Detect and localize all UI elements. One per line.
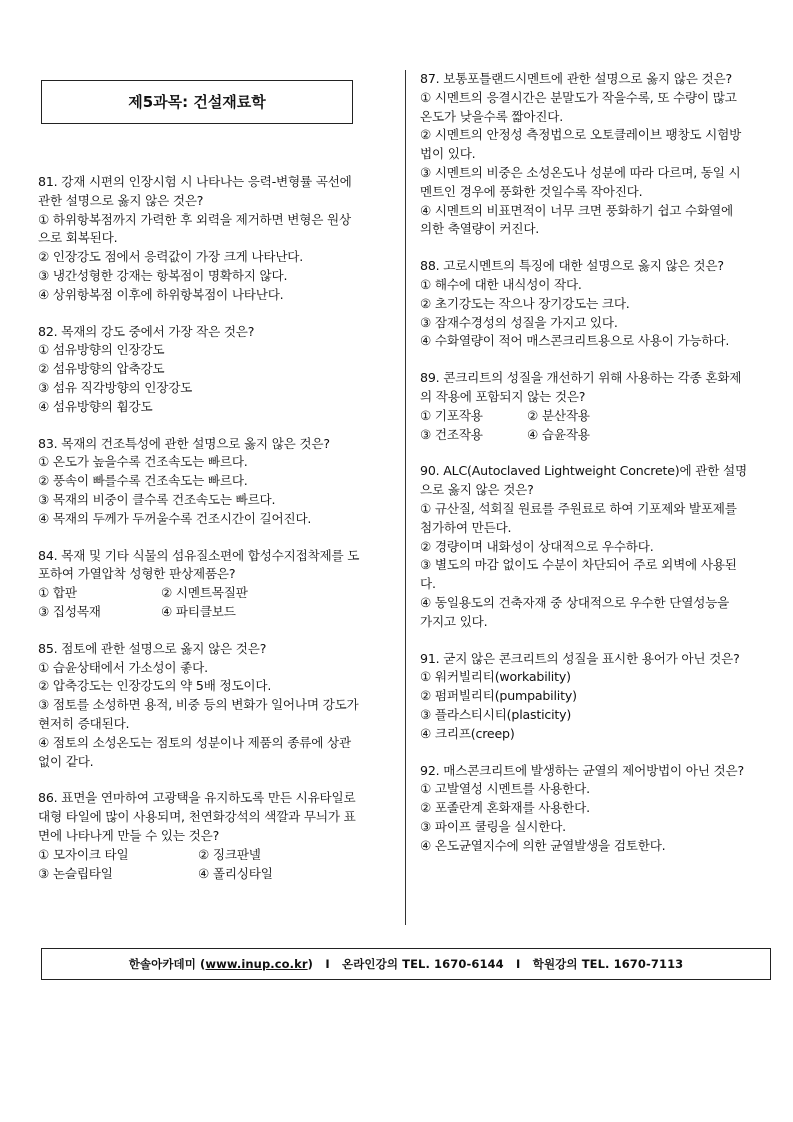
question-block bbox=[38, 173, 393, 305]
answer-option: ① 기포작용 bbox=[420, 407, 483, 423]
answer-option-line: ④ 동일용도의 건축자재 중 상대적으로 우수한 단열성능을 bbox=[420, 594, 730, 610]
answer-option-line: ② 압축강도는 인장강도의 약 5배 정도이다. bbox=[38, 678, 272, 694]
question-block bbox=[38, 323, 393, 417]
answer-option: ④ 파티클보드 bbox=[161, 603, 236, 619]
subject-title-box bbox=[41, 80, 353, 124]
answer-option-line: 현저히 증대된다. bbox=[38, 715, 130, 731]
question-stem-line: 84. 목재 및 기타 식물의 섬유질소편에 합성수지접착제를 도 bbox=[38, 547, 360, 563]
answer-option: ③ 논슬립타일 bbox=[38, 865, 113, 881]
answer-option: ① 모자이크 타일 bbox=[38, 846, 129, 862]
answer-option-line: ③ 점토를 소성하면 용적, 비중 등의 변화가 일어나며 강도가 bbox=[38, 697, 359, 713]
answer-option-line: ② 풍속이 빠를수록 건조속도는 빠르다. bbox=[38, 473, 248, 489]
answer-option: ③ 건조작용 bbox=[420, 426, 483, 442]
answer-option: ③ 집성목재 bbox=[38, 603, 101, 619]
question-stem-line: 87. 보통포틀랜드시멘트에 관한 설명으로 옳지 않은 것은? bbox=[420, 71, 732, 86]
answer-option-row bbox=[38, 865, 393, 884]
answer-option-row bbox=[38, 846, 393, 865]
answer-option-line: ② 인장강도 점에서 응력값이 가장 크게 나타난다. bbox=[38, 249, 304, 265]
answer-option-line: ① 온도가 높을수록 건조속도는 빠르다. bbox=[38, 454, 248, 470]
answer-option-row bbox=[38, 584, 393, 603]
question-stem-line: 대형 타일에 많이 사용되며, 천연화강석의 색깔과 무늬가 표 bbox=[38, 809, 356, 825]
answer-option-line: ① 해수에 대한 내식성이 작다. bbox=[420, 276, 582, 292]
question-block bbox=[420, 762, 776, 856]
question-stem-line: 86. 표면을 연마하여 고광택을 유지하도록 만든 시유타일로 bbox=[38, 790, 356, 806]
answer-option-line: ② 펌퍼빌리티(pumpability) bbox=[420, 688, 577, 704]
answer-option-line: ② 섬유방향의 압축강도 bbox=[38, 361, 165, 377]
answer-option-line: ④ 온도균열지수에 의한 균열발생을 검토한다. bbox=[420, 837, 666, 853]
column-divider bbox=[405, 70, 406, 925]
answer-option-line: ② 경량이며 내화성이 상대적으로 우수하다. bbox=[420, 538, 654, 554]
footer-contact-info: ) I 온라인강의 TEL. 1670-6144 I 학원강의 TEL. 1670-7113 bbox=[307, 957, 684, 971]
answer-option-line: ④ 섬유방향의 휨강도 bbox=[38, 398, 153, 414]
question-stem-line: 포하여 가열압착 성형한 판상제품은? bbox=[38, 566, 236, 582]
right-question-list bbox=[420, 70, 776, 855]
subject-title: 제5과목: 건설재료학 bbox=[128, 92, 266, 111]
answer-option-line: 으로 회복된다. bbox=[38, 230, 118, 246]
answer-option: ④ 폴리싱타일 bbox=[198, 865, 273, 881]
footer-contact-box bbox=[41, 948, 771, 980]
answer-option-line: ③ 플라스티시티(plasticity) bbox=[420, 706, 572, 722]
answer-option: ② 분산작용 bbox=[527, 407, 590, 423]
question-stem-line: 면에 나타나게 만들 수 있는 것은? bbox=[38, 827, 220, 843]
answer-option-line: ③ 냉간성형한 강재는 항복점이 명확하지 않다. bbox=[38, 267, 288, 283]
question-block bbox=[38, 789, 393, 883]
answer-option-row bbox=[420, 407, 776, 426]
question-stem-line: 으로 옳지 않은 것은? bbox=[420, 482, 534, 498]
answer-option-line: ④ 상위항복점 이후에 하위항복점이 나타난다. bbox=[38, 286, 284, 302]
question-stem-line: 91. 굳지 않은 콘크리트의 성질을 표시한 용어가 아닌 것은? bbox=[420, 650, 740, 666]
answer-option-line: ③ 별도의 마감 없이도 수분이 차단되어 주로 외벽에 사용된 bbox=[420, 557, 737, 573]
answer-option-line: 의한 축열량이 커진다. bbox=[420, 221, 540, 237]
answer-option-line: ② 초기강도는 작으나 장기강도는 크다. bbox=[420, 295, 630, 311]
question-stem-line: 90. ALC(Autoclaved Lightweight Concrete)에 관한 설명 bbox=[420, 463, 747, 479]
answer-option-line: 가지고 있다. bbox=[420, 613, 488, 629]
question-stem-line: 81. 강재 시편의 인장시험 시 나타나는 응력-변형률 곡선에 bbox=[38, 174, 352, 189]
answer-option-line: 법이 있다. bbox=[420, 146, 476, 162]
question-block bbox=[420, 70, 776, 239]
question-stem-line: 관한 설명으로 옳지 않은 것은? bbox=[38, 192, 204, 208]
answer-option-line: ④ 목재의 두께가 두꺼울수록 건조시간이 길어진다. bbox=[38, 510, 312, 526]
left-question-list bbox=[38, 173, 393, 883]
question-stem-line: 83. 목재의 건조특성에 관한 설명으로 옳지 않은 것은? bbox=[38, 435, 330, 451]
answer-option-line: ④ 크리프(creep) bbox=[420, 725, 515, 741]
answer-option-line: 다. bbox=[420, 576, 436, 592]
question-block bbox=[420, 369, 776, 444]
answer-option-line: ③ 파이프 쿨링을 실시한다. bbox=[420, 818, 566, 834]
question-stem-line: 88. 고로시멘트의 특징에 대한 설명으로 옳지 않은 것은? bbox=[420, 258, 724, 274]
answer-option-line: ① 하위항복점까지 가력한 후 외력을 제거하면 변형은 원상 bbox=[38, 211, 351, 227]
answer-option-line: 온도가 낮을수록 짧아진다. bbox=[420, 108, 564, 124]
answer-option-line: 없이 같다. bbox=[38, 753, 94, 769]
answer-option: ② 징크판넬 bbox=[198, 846, 261, 862]
answer-option-line: ③ 잠재수경성의 성질을 가지고 있다. bbox=[420, 314, 618, 330]
question-block bbox=[38, 435, 393, 529]
footer-url-link[interactable]: www.inup.co.kr bbox=[205, 957, 308, 971]
right-column bbox=[420, 70, 776, 873]
answer-option: ② 시멘트목질판 bbox=[161, 585, 248, 601]
answer-option: ④ 습윤작용 bbox=[527, 426, 590, 442]
question-stem-line: 의 작용에 포함되지 않는 것은? bbox=[420, 388, 586, 404]
answer-option-line: 멘트인 경우에 풍화한 것일수록 작아진다. bbox=[420, 183, 643, 199]
answer-option-row bbox=[420, 426, 776, 445]
answer-option-line: ② 시멘트의 안정성 측정법으로 오토클레이브 팽창도 시험방 bbox=[420, 127, 742, 143]
question-block bbox=[38, 547, 393, 622]
question-stem-line: 89. 콘크리트의 성질을 개선하기 위해 사용하는 각종 혼화제 bbox=[420, 370, 742, 386]
left-column bbox=[38, 70, 393, 901]
question-stem-line: 82. 목재의 강도 중에서 가장 작은 것은? bbox=[38, 323, 255, 339]
answer-option-line: ③ 섬유 직각방향의 인장강도 bbox=[38, 379, 193, 395]
question-block bbox=[420, 462, 776, 631]
answer-option-line: ① 습윤상태에서 가소성이 좋다. bbox=[38, 659, 208, 675]
answer-option-line: ① 시멘트의 응결시간은 분말도가 작을수록, 또 수량이 많고 bbox=[420, 89, 737, 105]
question-block bbox=[420, 650, 776, 744]
question-stem-line: 85. 점토에 관한 설명으로 옳지 않은 것은? bbox=[38, 640, 267, 656]
question-block bbox=[420, 257, 776, 351]
answer-option-line: ① 워커빌리티(workability) bbox=[420, 669, 571, 685]
footer-academy: 한솔아카데미 ( bbox=[128, 957, 206, 971]
answer-option-line: ② 포졸란계 혼화재를 사용한다. bbox=[420, 800, 590, 816]
answer-option-line: ③ 목재의 비중이 클수록 건조속도는 빠르다. bbox=[38, 491, 276, 507]
question-block bbox=[38, 640, 393, 772]
question-stem-line: 92. 매스콘크리트에 발생하는 균열의 제어방법이 아닌 것은? bbox=[420, 762, 744, 778]
answer-option-row bbox=[38, 603, 393, 622]
answer-option-line: ① 섬유방향의 인장강도 bbox=[38, 342, 165, 358]
answer-option-line: 첨가하여 만든다. bbox=[420, 519, 512, 535]
answer-option-line: ① 규산질, 석회질 원료를 주원료로 하여 기포제와 발포제를 bbox=[420, 500, 737, 516]
answer-option: ① 합판 bbox=[38, 585, 77, 601]
answer-option-line: ③ 시멘트의 비중은 소성온도나 성분에 따라 다르며, 동일 시 bbox=[420, 164, 741, 180]
answer-option-line: ① 고발열성 시멘트를 사용한다. bbox=[420, 781, 590, 797]
answer-option-line: ④ 점토의 소성온도는 점토의 성분이나 제품의 종류에 상관 bbox=[38, 734, 351, 750]
answer-option-line: ④ 수화열량이 적어 매스콘크리트용으로 사용이 가능하다. bbox=[420, 333, 730, 349]
answer-option-line: ④ 시멘트의 비표면적이 너무 크면 풍화하기 쉽고 수화열에 bbox=[420, 202, 733, 218]
